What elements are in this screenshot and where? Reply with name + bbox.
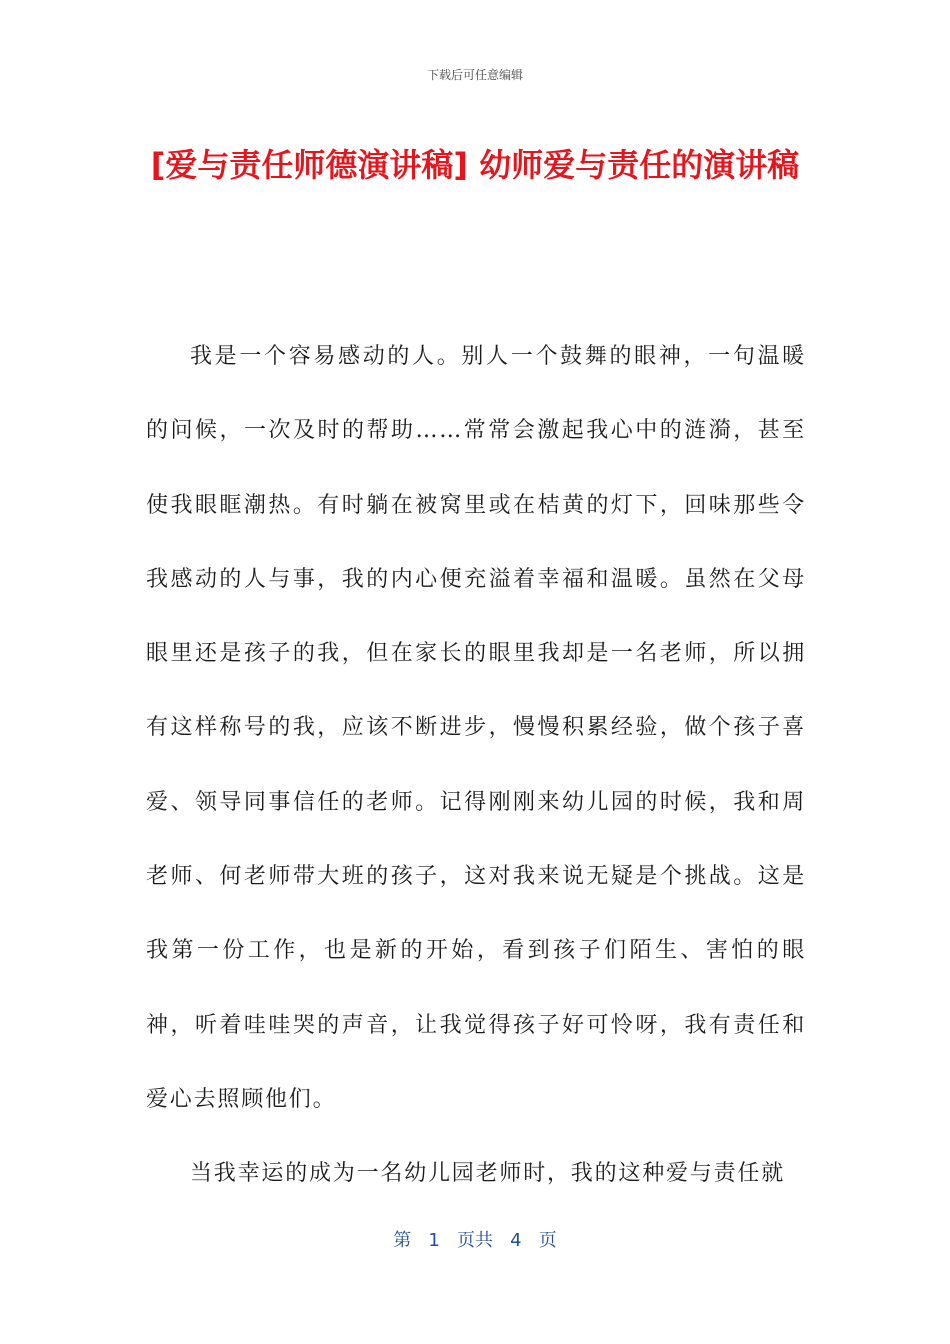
document-body	[146, 320, 806, 1212]
document-title: [爱与责任师德演讲稿] 幼师爱与责任的演讲稿	[150, 146, 800, 184]
page-footer	[0, 1226, 950, 1252]
paragraph-1: 我是一个容易感动的人。别人一个鼓舞的眼神，一句温暖的问候，一次及时的帮助……常常会激起我心中的涟漪，甚至使我眼眶潮热。有时躺在被窝里或在桔黄的灯下，回味那些令我感动的人与事，我的内心便充溢着幸福和温暖。虽然在父母眼里还是孩子的我，但在家长的眼里我却是一名老师，所以拥有这样称号的我，应该不断进步，慢慢积累经验，做个孩子喜爱、领导同事信任的老师。记得刚刚来幼儿园的时候，我和周老师、何老师带大班的孩子，这对我来说无疑是个挑战。这是我第一份工作，也是新的开始，看到孩子们陌生、害怕的眼神，听着哇哇哭的声音，让我觉得孩子好可怜呀，我有责任和爱心去照顾他们。	[146, 344, 806, 1112]
footer-total-pages: 4	[510, 1230, 522, 1251]
page-header-note: 下载后可任意编辑	[426, 68, 523, 82]
footer-prefix: 第	[393, 1230, 412, 1251]
paragraph-2: 当我幸运的成为一名幼儿园老师时，我的这种爱与责任就	[190, 1161, 786, 1187]
footer-middle: 页共	[457, 1230, 493, 1251]
footer-suffix: 页	[538, 1230, 557, 1251]
footer-current-page: 1	[428, 1230, 440, 1251]
